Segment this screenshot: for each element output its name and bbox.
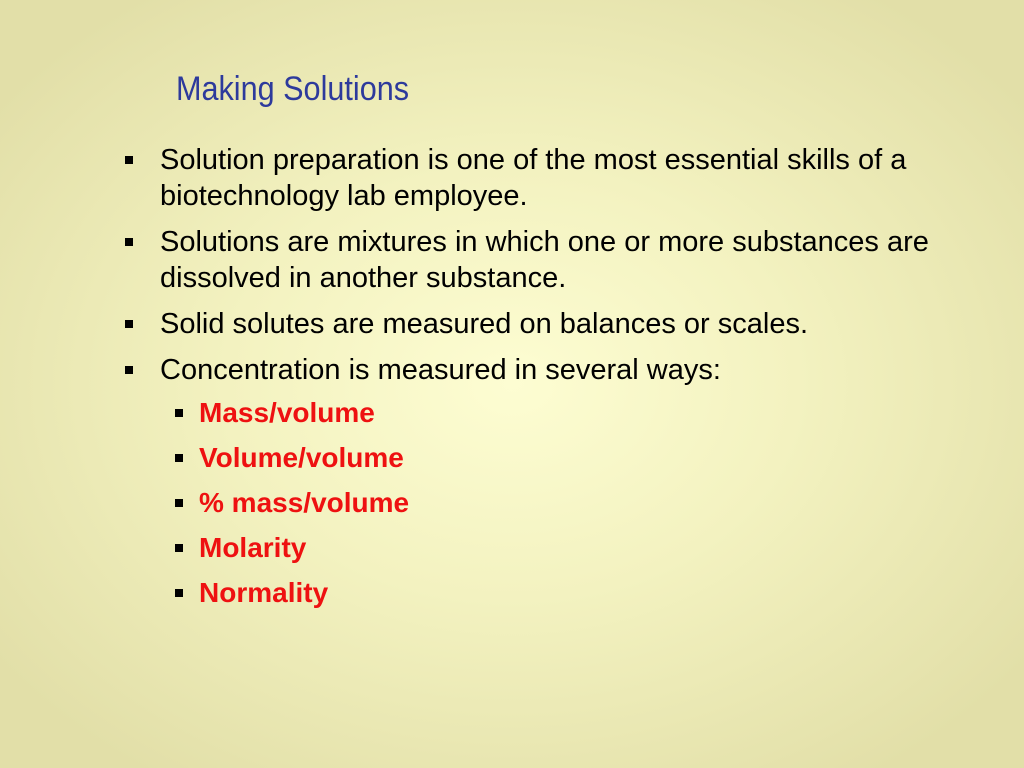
sub-bullet-list (172, 395, 409, 620)
sub-bullet-item (172, 530, 409, 575)
sub-bullet-text: Normality (199, 577, 329, 608)
bullet-text: Concentration is measured in several ways: (160, 354, 721, 386)
square-bullet-icon (125, 366, 133, 374)
sub-bullet-item (172, 575, 409, 620)
square-bullet-icon (175, 589, 183, 597)
square-bullet-icon (175, 454, 183, 462)
sub-bullet-text: Molarity (199, 532, 307, 563)
bullet-text: Solutions are mixtures in which one or more substances are dissolved in another substance. (160, 226, 929, 294)
bullet-item (120, 352, 970, 388)
bullet-list (120, 142, 970, 398)
square-bullet-icon (175, 409, 183, 417)
sub-bullet-item (172, 485, 409, 530)
bullet-text: Solid solutes are measured on balances or scales. (160, 308, 809, 340)
bullet-item (120, 142, 970, 214)
bullet-item (120, 224, 970, 296)
sub-bullet-item (172, 395, 409, 440)
sub-bullet-text: Volume/volume (199, 442, 404, 473)
square-bullet-icon (125, 238, 133, 246)
bullet-text: Solution preparation is one of the most essential skills of a biotechnology lab employee. (160, 144, 907, 212)
slide-title: Making Solutions (176, 70, 410, 108)
sub-bullet-text: Mass/volume (199, 397, 375, 428)
square-bullet-icon (175, 499, 183, 507)
square-bullet-icon (125, 156, 133, 164)
square-bullet-icon (175, 544, 183, 552)
sub-bullet-text: % mass/volume (199, 487, 410, 518)
sub-bullet-item (172, 440, 409, 485)
bullet-item (120, 306, 970, 342)
square-bullet-icon (125, 320, 133, 328)
